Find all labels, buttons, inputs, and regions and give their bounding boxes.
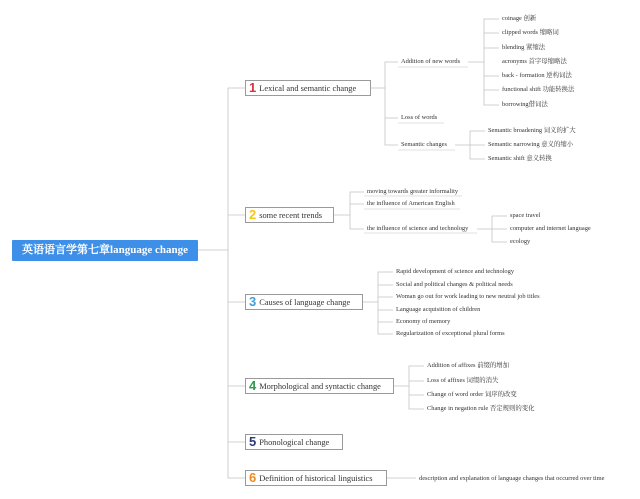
semantic-changes[interactable]: Semantic changes: [401, 141, 447, 148]
list-item[interactable]: clipped words 缩略词: [502, 29, 559, 36]
branch-definition[interactable]: [245, 470, 387, 486]
list-item[interactable]: computer and internet language: [510, 225, 591, 232]
list-item[interactable]: Change in negation rule 否定规则的变化: [427, 405, 535, 412]
list-item[interactable]: Change of word order 词序的改变: [427, 391, 517, 398]
list-item[interactable]: Semantic narrowing 意义的缩小: [488, 141, 574, 148]
definition-text[interactable]: description and explanation of language changes that occurred over time: [419, 475, 605, 482]
branch-lexical-semantic[interactable]: [245, 80, 371, 96]
branch-recent-trends[interactable]: [245, 207, 334, 223]
branch-label: some recent trends: [259, 211, 323, 220]
list-item[interactable]: Semantic shift 意义转换: [488, 155, 552, 162]
list-item[interactable]: ecology: [510, 238, 531, 245]
list-item[interactable]: Woman go out for work leading to new neutral job titles: [396, 293, 540, 300]
list-item[interactable]: coinage 创新: [502, 15, 537, 22]
list-item[interactable]: blending 紧缩法: [502, 44, 546, 51]
list-item[interactable]: Language acquisition of children: [396, 306, 481, 313]
branch-label: Definition of historical linguistics: [259, 474, 373, 483]
branch-number: 6: [249, 470, 257, 485]
list-item[interactable]: Addition of affixes 前缀的增加: [427, 362, 510, 369]
loss-of-words[interactable]: Loss of words: [401, 114, 438, 121]
branch-number: 4: [249, 378, 257, 393]
branch-number: 5: [249, 434, 257, 449]
branch-causes[interactable]: [245, 294, 363, 310]
branch-number: 2: [249, 207, 257, 222]
list-item[interactable]: moving towards greater informality: [367, 188, 459, 195]
branch-phonological[interactable]: [245, 434, 343, 450]
list-item[interactable]: Loss of affixes 词缀的消失: [427, 377, 499, 384]
list-item[interactable]: Social and political changes & political needs: [396, 281, 513, 288]
branch-number: 1: [249, 80, 257, 95]
list-item[interactable]: Economy of memory: [396, 318, 451, 325]
list-item[interactable]: the influence of American English: [367, 200, 455, 207]
branch-morphological-syntactic[interactable]: [245, 378, 394, 394]
list-item[interactable]: space travel: [510, 212, 541, 219]
list-item[interactable]: back - formation 逆构词法: [502, 72, 572, 79]
list-item[interactable]: acronyms 首字母缩略法: [502, 58, 567, 65]
branch-label: Causes of language change: [259, 298, 351, 307]
root-topic[interactable]: 英语语言学第七章language change: [12, 240, 198, 261]
branch-label: Phonological change: [259, 438, 330, 447]
addition-new-words[interactable]: Addition of new words: [401, 58, 461, 65]
science-technology[interactable]: the influence of science and technology: [367, 225, 469, 232]
branch-label: Morphological and syntactic change: [259, 382, 381, 391]
branch-label: Lexical and semantic change: [259, 84, 357, 93]
list-item[interactable]: borrowing借词法: [502, 101, 548, 108]
list-item[interactable]: Semantic broadening 词义的扩大: [488, 127, 576, 134]
list-item[interactable]: Rapid development of science and technology: [396, 268, 515, 275]
list-item[interactable]: Regularization of exceptional plural forms: [396, 330, 505, 337]
branch-number: 3: [249, 294, 257, 309]
list-item[interactable]: functional shift 功能转换法: [502, 86, 575, 93]
